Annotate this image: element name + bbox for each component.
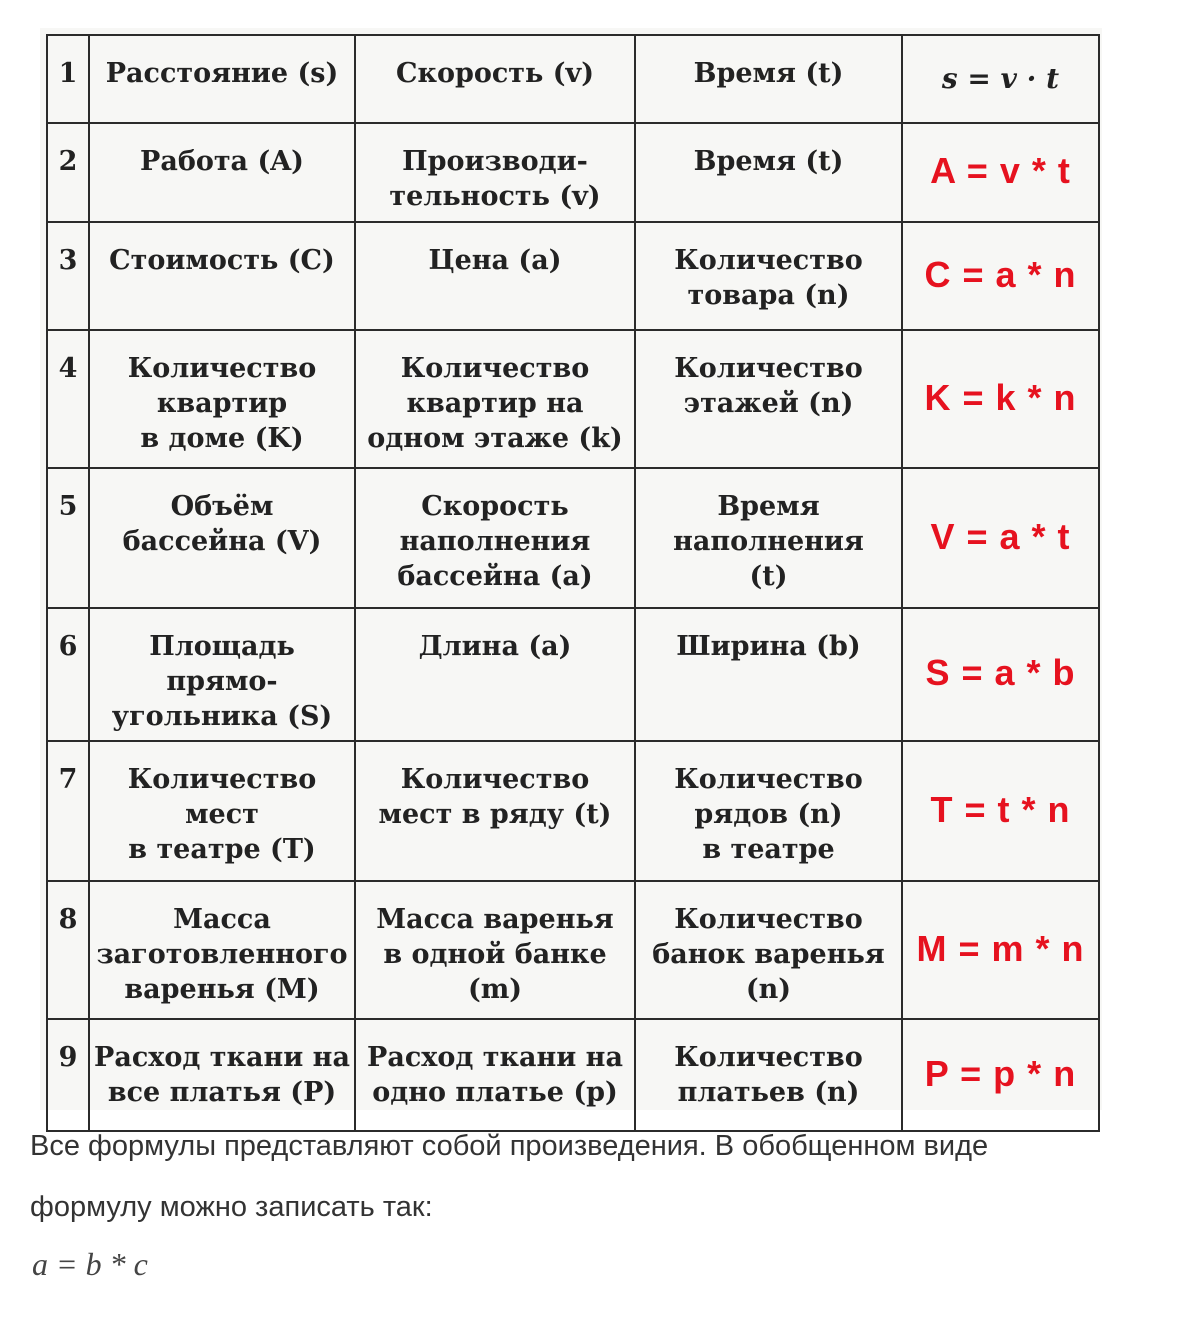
factor-two-cell: Количество банок варенья (n)	[635, 881, 902, 1019]
general-formula: a = b * c	[32, 1246, 148, 1282]
formula-cell	[902, 123, 1099, 222]
formula-text: M = m * n	[916, 927, 1085, 969]
row-number: 9	[47, 1019, 89, 1131]
row-number: 7	[47, 741, 89, 881]
row-number: 3	[47, 222, 89, 330]
formula-cell	[902, 608, 1099, 741]
table-row	[47, 330, 1099, 468]
formula-cell	[902, 330, 1099, 468]
formula-text: T = t * n	[930, 788, 1071, 830]
formula-text: C = a * n	[924, 253, 1077, 295]
explanation-line-2: формулу можно записать так:	[30, 1191, 433, 1223]
table-row	[47, 741, 1099, 881]
table-row	[47, 35, 1099, 123]
quantity-cell: Расход ткани на все платья (P)	[89, 1019, 355, 1131]
factor-one-cell: Количество квартир на одном этаже (k)	[355, 330, 635, 468]
formula-cell	[902, 35, 1099, 123]
quantity-cell: Работа (A)	[89, 123, 355, 222]
row-number: 2	[47, 123, 89, 222]
factor-one-cell: Масса варенья в одной банке (m)	[355, 881, 635, 1019]
factor-two-cell: Время (t)	[635, 123, 902, 222]
factor-two-cell: Время наполнения (t)	[635, 468, 902, 608]
formula-cell	[902, 468, 1099, 608]
factor-two-cell: Количество рядов (n) в театре	[635, 741, 902, 881]
quantity-cell: Масса заготовленного варенья (M)	[89, 881, 355, 1019]
formula-text: s = v · t	[941, 62, 1060, 95]
row-number: 4	[47, 330, 89, 468]
quantity-cell: Площадь прямо- угольника (S)	[89, 608, 355, 741]
formula-text: V = a * t	[930, 515, 1071, 557]
factor-two-cell: Количество товара (n)	[635, 222, 902, 330]
table-row	[47, 468, 1099, 608]
formula-text: P = p * n	[924, 1052, 1077, 1094]
row-number: 5	[47, 468, 89, 608]
table-row	[47, 222, 1099, 330]
formula-cell	[902, 881, 1099, 1019]
factor-two-cell: Ширина (b)	[635, 608, 902, 741]
table-row	[47, 608, 1099, 741]
formula-cell	[902, 741, 1099, 881]
row-number: 6	[47, 608, 89, 741]
formula-text: S = a * b	[925, 652, 1076, 693]
factor-one-cell: Производи- тельность (v)	[355, 123, 635, 222]
factor-two-cell: Время (t)	[635, 35, 902, 123]
formula-table	[46, 34, 1100, 1132]
quantity-cell: Количество квартир в доме (K)	[89, 330, 355, 468]
table-row	[47, 881, 1099, 1019]
formula-cell	[902, 222, 1099, 330]
formula-cell	[902, 1019, 1099, 1131]
factor-one-cell: Цена (a)	[355, 222, 635, 330]
factor-one-cell: Скорость наполнения бассейна (a)	[355, 468, 635, 608]
formula-text: A = v * t	[930, 150, 1071, 191]
factor-one-cell: Расход ткани на одно платье (p)	[355, 1019, 635, 1131]
quantity-cell: Расстояние (s)	[89, 35, 355, 123]
table-row	[47, 123, 1099, 222]
quantity-cell: Стоимость (C)	[89, 222, 355, 330]
factor-two-cell: Количество платьев (n)	[635, 1019, 902, 1131]
quantity-cell: Объём бассейна (V)	[89, 468, 355, 608]
factor-two-cell: Количество этажей (n)	[635, 330, 902, 468]
factor-one-cell: Скорость (v)	[355, 35, 635, 123]
row-number: 8	[47, 881, 89, 1019]
explanation-line-1: Все формулы представляют собой произведения. В обобщенном виде	[30, 1130, 989, 1162]
factor-one-cell: Количество мест в ряду (t)	[355, 741, 635, 881]
formula-text: K = k * n	[924, 376, 1077, 418]
quantity-cell: Количество мест в театре (T)	[89, 741, 355, 881]
table-row	[47, 1019, 1099, 1131]
row-number: 1	[47, 35, 89, 123]
factor-one-cell: Длина (a)	[355, 608, 635, 741]
